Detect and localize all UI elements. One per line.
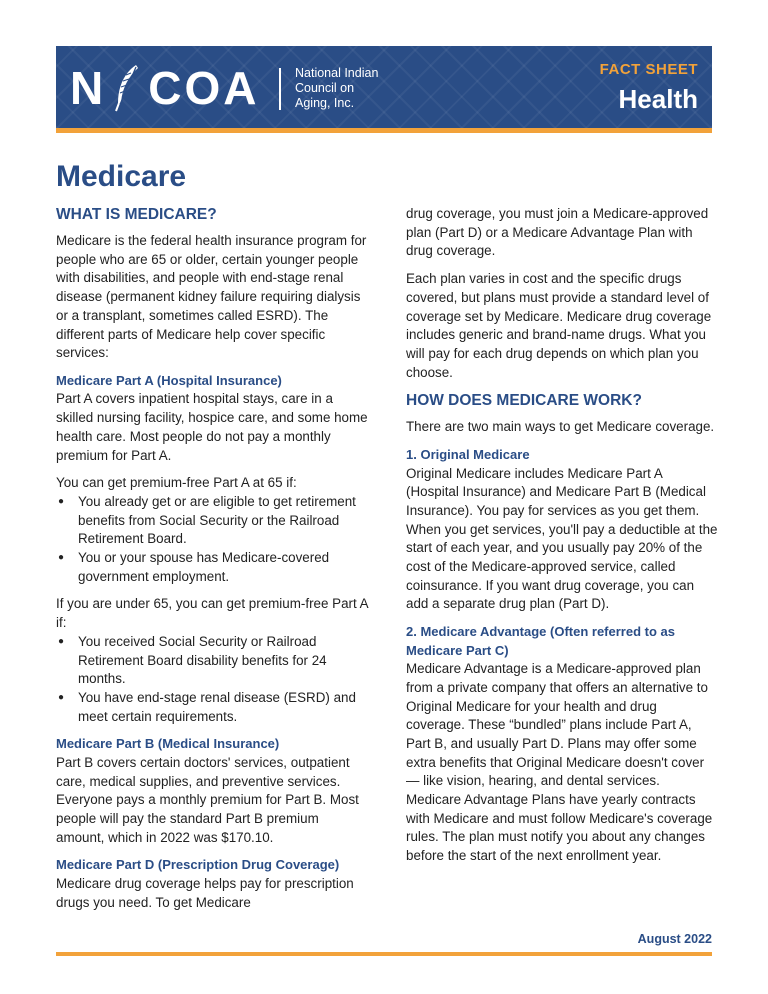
part-d-continued: drug coverage, you must join a Medicare-approved plan (Part D) or a Medicare Advantage Plan with drug coverage. bbox=[406, 206, 709, 259]
part-b-body: Part B covers certain doctors' services, outpatient care, medical supplies, and preventive services. Everyone pays a monthly premium for Part B. Most people will pay the standard Part B premium amount, which in 2022 was $170.10. bbox=[56, 754, 359, 845]
fact-sheet-label: FACT SHEET bbox=[599, 61, 698, 78]
footer-date: August 2022 bbox=[637, 932, 712, 946]
org-name-line: National Indian bbox=[295, 66, 379, 80]
bullet-list-65 bbox=[56, 493, 368, 587]
what-body: Medicare is the federal health insurance program for people who are 65 or older, certain younger people with disabilities, and people with end-stage renal disease (permanent kidney failure requiring dialysis or a transplant, sometimes called ESRD). The different parts of Medicare help cover specific services: bbox=[56, 233, 367, 361]
footer-accent-rule bbox=[56, 952, 712, 956]
original-medicare-heading: 1. Original Medicare bbox=[406, 447, 530, 463]
part-a-body: Part A covers inpatient hospital stays, care in a skilled nursing facility, hospice care, and some home health care. Most people do not pay a monthly premium for Part A. bbox=[56, 391, 368, 463]
logo-divider bbox=[279, 68, 281, 110]
page-title: Medicare bbox=[56, 160, 187, 193]
how-body: There are two main ways to get Medicare coverage. bbox=[406, 419, 715, 435]
logo-letter-n: N bbox=[70, 62, 107, 114]
right-column bbox=[406, 205, 718, 875]
section-heading-how: HOW DOES MEDICARE WORK? bbox=[406, 392, 642, 410]
header-accent-rule bbox=[56, 128, 712, 133]
part-a-heading: Medicare Part A (Hospital Insurance) bbox=[56, 372, 282, 388]
left-column bbox=[56, 205, 368, 921]
list-item: ● You already get or are eligible to get retirement benefits from Social Security or the Railroad Retirement Board. bbox=[56, 493, 368, 549]
premium-free-under65-intro: If you are under 65, you can get premium-free Part A if: bbox=[56, 596, 368, 631]
list-item: ● You have end-stage renal disease (ESRD) and meet certain requirements. bbox=[56, 689, 368, 726]
medicare-advantage-body: Medicare Advantage is a Medicare-approved plan from a private company that offers an alternative to Original Medicare for your health and drug coverage. These “bundled” plans include Part A, Part B, and usually Part D. Plans may offer some extra benefits that Original Medicare doesn't cover — like vision, hearing, and dental services. Medicare Advantage Plans have yearly contracts with Medicare and must follow Medicare's coverage rules. The plan must notify you about any changes before the start of the next enrollment year. bbox=[406, 661, 713, 864]
logo-letters-coa: COA bbox=[148, 62, 260, 114]
part-d-heading: Medicare Part D (Prescription Drug Coverage) bbox=[56, 857, 340, 873]
part-b-heading: Medicare Part B (Medical Insurance) bbox=[56, 736, 280, 752]
org-name-line: Aging, Inc. bbox=[295, 96, 355, 110]
part-d-body: Medicare drug coverage helps pay for prescription drugs you need. To get Medicare bbox=[56, 875, 354, 910]
section-heading-what: WHAT IS MEDICARE? bbox=[56, 206, 217, 223]
feather-icon bbox=[110, 63, 144, 113]
original-medicare-body: Original Medicare includes Medicare Part A (Hospital Insurance) and Medicare Part B (Medical Insurance). You pay for services as you get them. When you get services, you'll pay a deductible at the start of each year, and you usually pay 20% of the cost of the Medicare-approved service, called coinsurance. If you want drug coverage, you can add a separate drug plan (Part D). bbox=[406, 465, 718, 612]
fact-sheet-topic: Health bbox=[618, 84, 698, 114]
list-item: ● You received Social Security or Railroad Retirement Board disability benefits for 24 months. bbox=[56, 633, 368, 689]
header-banner bbox=[56, 46, 712, 128]
bullet-list-under65 bbox=[56, 633, 368, 727]
list-item: ● You or your spouse has Medicare-covered government employment. bbox=[56, 549, 368, 586]
premium-free-65-intro: You can get premium-free Part A at 65 if: bbox=[56, 475, 297, 491]
medicare-advantage-heading: 2. Medicare Advantage (Often referred to as Medicare Part C) bbox=[406, 624, 675, 658]
organization-name bbox=[295, 66, 415, 111]
nicoa-logo bbox=[70, 63, 259, 113]
org-name-line: Council on bbox=[295, 81, 355, 95]
plan-varies-body: Each plan varies in cost and the specific drugs covered, but plans must provide a standard level of coverage set by Medicare. Medicare drug coverage includes generic and brand-name drugs. What you will pay for each drug depends on which plan you choose. bbox=[406, 271, 712, 380]
